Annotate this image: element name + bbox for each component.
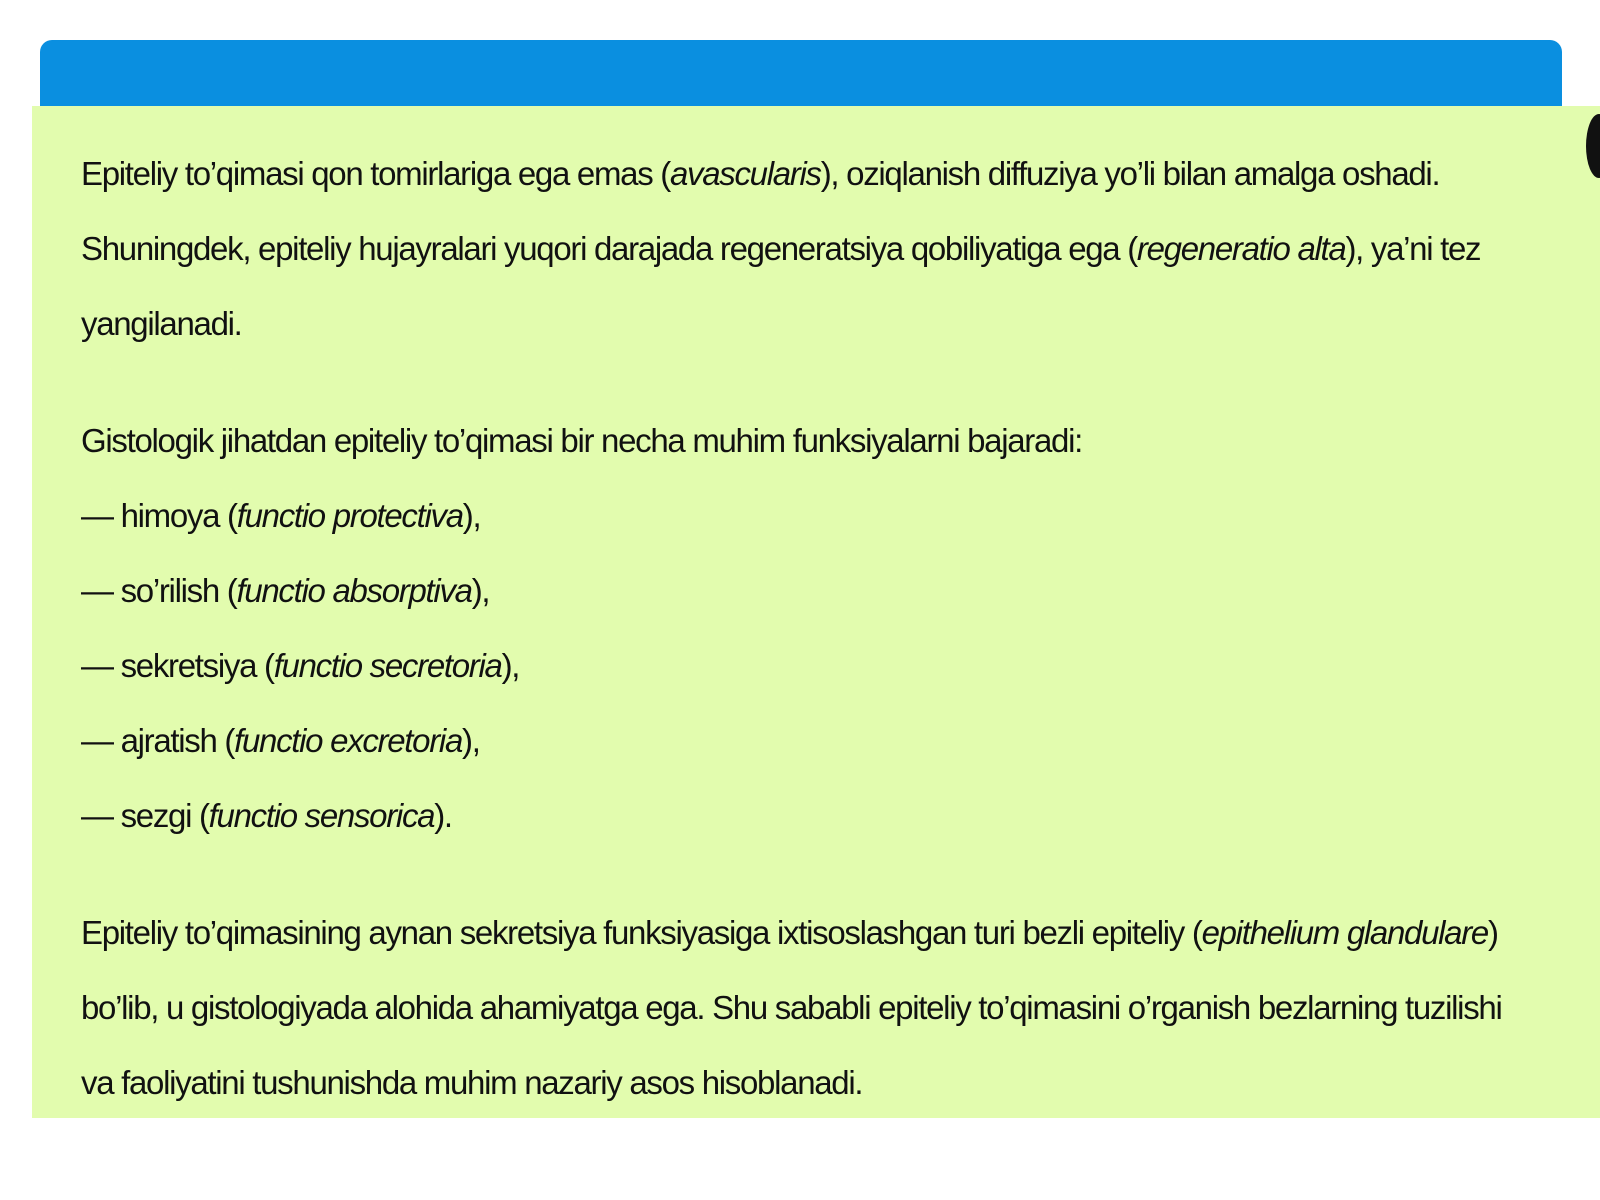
spacer bbox=[81, 853, 1520, 895]
functions-list bbox=[81, 478, 1520, 853]
paragraph-text: Epiteliy to’qimasining aynan sekretsiya funksiyasiga ixtisoslashgan turi bezli epiteliy ( bbox=[81, 914, 1202, 951]
paragraph-text: ), oziqlanish diffuziya yo’li bilan amalga oshadi. Shuningdek, epiteliy hujayralari yuqori darajada regeneratsiya qobiliyatiga ega ( bbox=[81, 155, 1440, 267]
latin-term: functio excretoria bbox=[234, 722, 462, 759]
header-bar bbox=[40, 40, 1562, 116]
paragraph-glandular bbox=[81, 895, 1520, 1120]
list-item-label: — sekretsiya ( bbox=[81, 647, 274, 684]
latin-term: functio sensorica bbox=[208, 797, 435, 834]
list-item-label: — himoya ( bbox=[81, 497, 237, 534]
latin-term: functio secretoria bbox=[273, 647, 502, 684]
list-item bbox=[81, 628, 1520, 703]
paragraph-text: ), ya’ni tez yangilanadi. bbox=[81, 230, 1481, 342]
list-item-label: — ajratish ( bbox=[81, 722, 235, 759]
list-item-label: — so’rilish ( bbox=[81, 572, 237, 609]
paragraph-text: ) bo’lib, u gistologiyada alohida ahamiyatga ega. Shu sababli epiteliy to’qimasini o’rganish bezlarning tuzilishi va faoliyatini tushunishda muhim nazariy asos hisoblanadi. bbox=[81, 914, 1502, 1101]
spacer bbox=[81, 361, 1520, 403]
latin-term: functio absorptiva bbox=[236, 572, 472, 609]
list-item bbox=[81, 703, 1520, 778]
list-item-punct: ), bbox=[471, 572, 490, 609]
list-item bbox=[81, 778, 1520, 853]
latin-term: functio protectiva bbox=[236, 497, 463, 534]
latin-term: avascularis bbox=[669, 155, 821, 192]
list-item-label: — sezgi ( bbox=[81, 797, 209, 834]
paragraph-properties bbox=[81, 136, 1520, 361]
list-item-punct: ). bbox=[434, 797, 452, 834]
functions-intro: Gistologik jihatdan epiteliy to’qimasi bir necha muhim funksiyalarni bajaradi: bbox=[81, 422, 1082, 459]
latin-term: regeneratio alta bbox=[1136, 230, 1346, 267]
content-panel bbox=[32, 106, 1600, 1118]
list-item bbox=[81, 553, 1520, 628]
list-item-punct: ), bbox=[462, 722, 480, 759]
list-item-punct: ), bbox=[501, 647, 520, 684]
list-item-punct: ), bbox=[462, 497, 481, 534]
latin-term: epithelium glandulare bbox=[1201, 914, 1488, 951]
list-item bbox=[81, 478, 1520, 553]
edge-marker bbox=[1586, 114, 1600, 178]
paragraph-text: Epiteliy to’qimasi qon tomirlariga ega emas ( bbox=[81, 155, 670, 192]
